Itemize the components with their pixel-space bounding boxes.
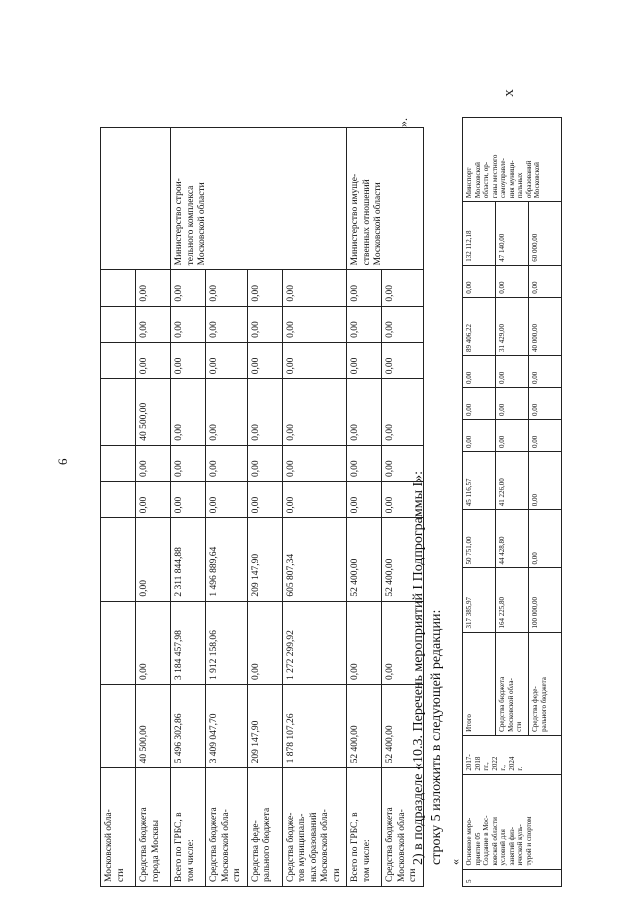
table-cell: 0,00 bbox=[496, 420, 529, 452]
table-cell: 0,00 bbox=[282, 342, 347, 378]
table-cell: Средства бюджета Московской обла- сти bbox=[382, 768, 424, 887]
table-cell: 0,00 bbox=[171, 445, 206, 481]
table-cell: 0,00 bbox=[529, 420, 562, 452]
table-cell: 0,00 bbox=[382, 379, 424, 446]
table-cell bbox=[101, 685, 136, 768]
table-cell: 0,00 bbox=[171, 342, 206, 378]
table-cell: 0,00 bbox=[347, 482, 382, 518]
table-cell bbox=[101, 601, 136, 684]
table-cell: 0,00 bbox=[136, 601, 171, 684]
table-cell: Всего по ГРБС, в том числе: bbox=[171, 768, 206, 887]
ministry-cell: Министерство имуще- ственных отношений Московской области bbox=[347, 128, 424, 270]
table-cell: 0,00 bbox=[136, 270, 171, 306]
table-cell: 0,00 bbox=[247, 306, 282, 342]
table-cell: 5 496 302,86 bbox=[171, 685, 206, 768]
table-cell: 0,00 bbox=[347, 270, 382, 306]
table-cell: 44 428,80 bbox=[496, 510, 529, 568]
table-cell bbox=[101, 518, 136, 601]
table-row bbox=[347, 128, 382, 887]
table-cell: 41 226,00 bbox=[496, 452, 529, 510]
x-mark: Х bbox=[504, 89, 516, 97]
table-cell: 89 406,22 bbox=[463, 297, 496, 355]
table-cell: 0,00 bbox=[496, 265, 529, 297]
responsible-cell: Минспорт Московской области, ор- ганы местного самоуправле- ния муници- пальных образований Московской bbox=[463, 118, 562, 202]
table-cell: 0,00 bbox=[136, 518, 171, 601]
table-cell: 47 140,00 bbox=[496, 202, 529, 266]
table-cell bbox=[101, 270, 136, 306]
event-cell: Основное меро- приятие 05 Создание в Мос- ковской области условий для занятий физ- ической куль- турой и спортом bbox=[463, 774, 562, 869]
table-cell: 52 400,00 bbox=[347, 518, 382, 601]
table-cell: 1 878 107,26 bbox=[282, 685, 347, 768]
measures-table-row-5 bbox=[462, 117, 562, 887]
table-cell: 0,00 bbox=[136, 342, 171, 378]
table-cell: 40 000,00 bbox=[529, 297, 562, 355]
table-cell bbox=[101, 306, 136, 342]
ministry-cell-empty bbox=[101, 128, 171, 270]
table-cell: 0,00 bbox=[247, 342, 282, 378]
row-number-cell: 5 bbox=[463, 869, 562, 886]
table-cell: 0,00 bbox=[382, 306, 424, 342]
table-cell: 0,00 bbox=[247, 445, 282, 481]
table-cell: 0,00 bbox=[206, 445, 248, 481]
opening-quote: « bbox=[448, 859, 462, 865]
table-cell: 1 496 889,64 bbox=[206, 518, 248, 601]
table-cell: 0,00 bbox=[247, 270, 282, 306]
table-cell: 0,00 bbox=[206, 306, 248, 342]
table-cell: 0,00 bbox=[382, 342, 424, 378]
table-cell: 0,00 bbox=[247, 482, 282, 518]
table-cell: 3 409 047,70 bbox=[206, 685, 248, 768]
table-cell: 0,00 bbox=[136, 306, 171, 342]
table-cell: 132 112,18 bbox=[463, 202, 496, 266]
table-cell: Московской обла- сти bbox=[101, 768, 136, 887]
table-cell: 0,00 bbox=[282, 306, 347, 342]
table-cell: 50 751,00 bbox=[463, 510, 496, 568]
page-number: 6 bbox=[55, 458, 70, 465]
table-cell: 0,00 bbox=[171, 379, 206, 446]
table-cell: Итого bbox=[463, 632, 496, 735]
funding-table-continued bbox=[100, 127, 424, 887]
table-cell: 100 000,00 bbox=[529, 568, 562, 632]
table-cell: 1 912 158,06 bbox=[206, 601, 248, 684]
table-cell: 0,00 bbox=[171, 306, 206, 342]
table-cell bbox=[101, 482, 136, 518]
table-cell: 52 400,00 bbox=[347, 685, 382, 768]
table-cell: 0,00 bbox=[206, 482, 248, 518]
table-cell: 0,00 bbox=[206, 342, 248, 378]
table-cell: 0,00 bbox=[529, 510, 562, 568]
table-cell: Всего по ГРБС, в том числе: bbox=[347, 768, 382, 887]
table-cell: 0,00 bbox=[282, 482, 347, 518]
table-cell: 0,00 bbox=[347, 601, 382, 684]
table-cell: Средства бюджета Московской обла- сти bbox=[496, 632, 529, 735]
table-cell: 0,00 bbox=[529, 265, 562, 297]
table-cell: Средства феде- рального бюджета bbox=[247, 768, 282, 887]
table-cell: 209 147,90 bbox=[247, 518, 282, 601]
table-row bbox=[171, 128, 206, 887]
table-cell: 0,00 bbox=[529, 452, 562, 510]
table-row bbox=[101, 128, 136, 887]
table-cell: 0,00 bbox=[171, 270, 206, 306]
table-cell: Средства бюджета города Москвы bbox=[136, 768, 171, 887]
table-cell: Средства бюджета Московской обла- сти bbox=[206, 768, 248, 887]
table-cell: 317 385,97 bbox=[463, 568, 496, 632]
table-cell: 1 272 299,92 bbox=[282, 601, 347, 684]
table-cell: 45 116,57 bbox=[463, 452, 496, 510]
table-cell: 0,00 bbox=[282, 270, 347, 306]
table-cell: 0,00 bbox=[347, 379, 382, 446]
table-cell: 0,00 bbox=[247, 379, 282, 446]
table-cell: 0,00 bbox=[347, 445, 382, 481]
table-cell: 0,00 bbox=[206, 270, 248, 306]
amendment-paragraph bbox=[410, 471, 446, 865]
table-cell: 0,00 bbox=[136, 482, 171, 518]
table-cell: 0,00 bbox=[463, 420, 496, 452]
table-cell: 60 000,00 bbox=[529, 202, 562, 266]
table-cell: 0,00 bbox=[463, 265, 496, 297]
table-cell: 40 500,00 bbox=[136, 379, 171, 446]
period-cell: 2017- 2018 гг., 2022 г., 2024 г. bbox=[463, 735, 562, 774]
table-cell: 2 311 844,88 bbox=[171, 518, 206, 601]
table-cell: 0,00 bbox=[347, 306, 382, 342]
table-cell: 164 225,80 bbox=[496, 568, 529, 632]
amendment-line-2: строку 5 изложить в следующей редакции: bbox=[429, 609, 444, 865]
amendment-line-1: 2) в подразделе «10.3. Перечень мероприятий I Подпрограммы I»: bbox=[411, 470, 426, 865]
table-cell: Средства феде- рального бюджета bbox=[529, 632, 562, 735]
table-row bbox=[463, 118, 496, 887]
table-cell: 0,00 bbox=[496, 355, 529, 387]
ministry-cell: Министерство строи- тельного комплекса Московской области bbox=[171, 128, 347, 270]
table-cell: 0,00 bbox=[529, 388, 562, 420]
table-cell: Средства бюдже- тов муниципаль- ных образований Московской обла- сти bbox=[282, 768, 347, 887]
table-cell: 0,00 bbox=[382, 445, 424, 481]
table-cell: 0,00 bbox=[347, 342, 382, 378]
table-cell: 0,00 bbox=[463, 388, 496, 420]
table-cell: 605 807,34 bbox=[282, 518, 347, 601]
table-cell: 0,00 bbox=[463, 355, 496, 387]
table-cell: 0,00 bbox=[247, 601, 282, 684]
table-cell: 0,00 bbox=[382, 482, 424, 518]
table-cell: 0,00 bbox=[382, 270, 424, 306]
table-cell: 209 147,90 bbox=[247, 685, 282, 768]
table-cell: 52 400,00 bbox=[382, 685, 424, 768]
table-cell: 0,00 bbox=[382, 601, 424, 684]
closing-quote: ». bbox=[396, 118, 410, 127]
table-cell: 3 184 457,98 bbox=[171, 601, 206, 684]
table-cell bbox=[101, 445, 136, 481]
table-cell: 0,00 bbox=[496, 388, 529, 420]
table-cell bbox=[101, 342, 136, 378]
table-cell: 0,00 bbox=[206, 379, 248, 446]
table-cell: 0,00 bbox=[136, 445, 171, 481]
table-cell: 0,00 bbox=[282, 379, 347, 446]
table-cell: 52 400,00 bbox=[382, 518, 424, 601]
table-cell bbox=[101, 379, 136, 446]
table-cell: 0,00 bbox=[171, 482, 206, 518]
table-cell: 31 429,00 bbox=[496, 297, 529, 355]
table-cell: 40 500,00 bbox=[136, 685, 171, 768]
table-cell: 0,00 bbox=[282, 445, 347, 481]
table-cell: 0,00 bbox=[529, 355, 562, 387]
